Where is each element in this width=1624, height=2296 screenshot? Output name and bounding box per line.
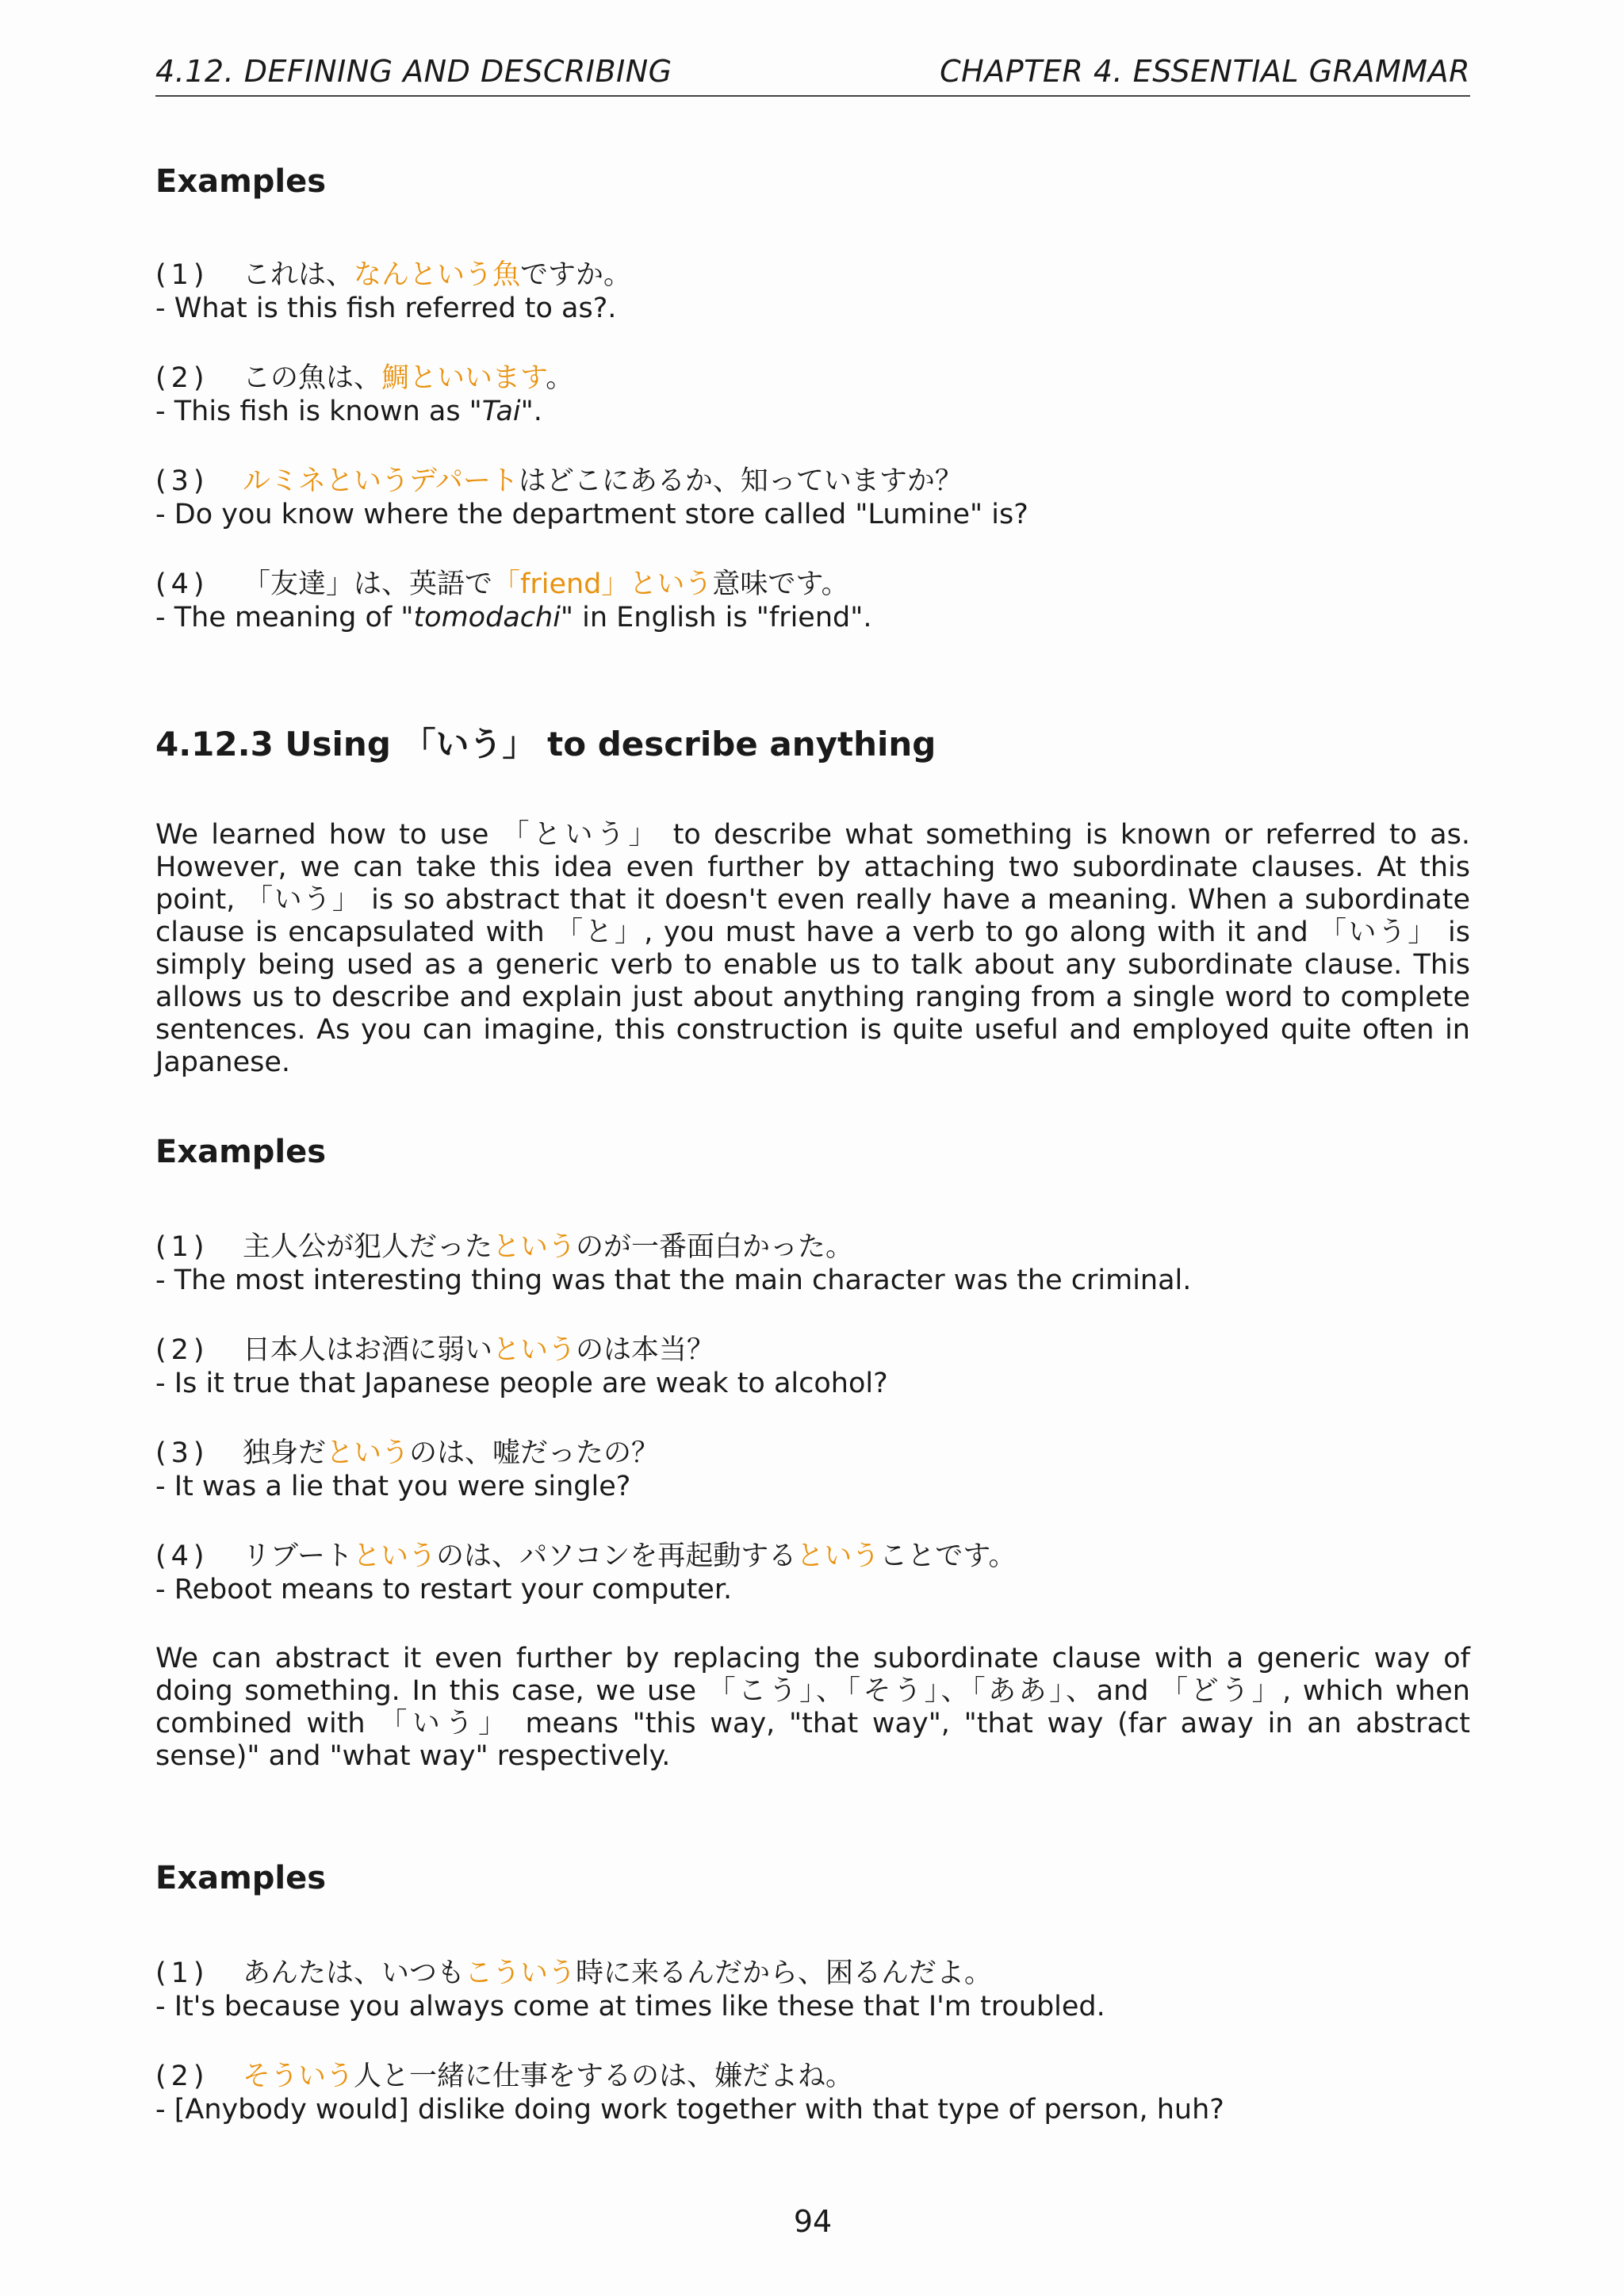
jp-text: のが一番面白かった。 [576, 1231, 854, 1263]
jp-text: 時に来るんだから、困るんだよ。 [576, 1957, 993, 1989]
example-number: (4) [155, 1540, 209, 1572]
jp-text: ことです。 [879, 1540, 1017, 1572]
example-item [155, 258, 1470, 325]
examples-heading: Examples [155, 163, 327, 200]
example-number: (2) [155, 362, 209, 394]
example-item [155, 2060, 1470, 2126]
jp-highlight: という [352, 1540, 436, 1572]
jp-text: のは、パソコンを再起動する [435, 1540, 797, 1572]
english-translation: - It was a lie that you were single? [155, 1471, 631, 1502]
english-translation: - What is this fish referred to as?. [155, 293, 617, 324]
jp-text: この魚は、 [243, 362, 382, 394]
jp-text: これは、 [243, 259, 354, 291]
jp-text: 意味です。 [712, 568, 849, 600]
example-item [155, 1230, 1470, 1297]
jp-text: 日本人はお酒に弱い [243, 1334, 493, 1366]
header-chapter-title: CHAPTER 4. ESSENTIAL GRAMMAR [940, 54, 1470, 89]
en-text: ". [520, 396, 542, 427]
examples-heading: Examples [155, 1134, 327, 1170]
example-item [155, 362, 1470, 428]
header-section-title: 4.12. DEFINING AND DESCRIBING [155, 54, 672, 89]
example-number: (1) [155, 1231, 209, 1263]
jp-highlight: そういう [243, 2061, 354, 2092]
example-item [155, 1437, 1470, 1503]
jp-text: 「友達」は、英語で [243, 568, 493, 600]
english-translation [155, 601, 1470, 634]
jp-text: 人と一緒に仕事をするのは、嫌だよね。 [354, 2061, 854, 2092]
jp-text: のは本当？ [576, 1334, 715, 1366]
jp-highlight: という [326, 1437, 410, 1469]
english-translation: - Do you know where the department store called "Lumine" is? [155, 499, 1028, 530]
example-number: (3) [155, 465, 209, 497]
section-paragraph: We learned how to use 「という」 to describe what something is known or referred to as. However, we can take this idea even further by attaching two subordinate clauses. At this point, 「いう」 is so abstract that it doesn't even really have a meaning. When a subordinate clause is encapsulated with 「と」, you must have a verb to go along with it and 「いう」 is simply being used as a generic verb to enable us to talk about any subordinate clause. This allows us to describe and explain just about anything ranging from a single word to complete sentences. As you can imagine, this construction is quite useful and employed quite often in Japanese. [155, 819, 1470, 1078]
jp-highlight: こういう [465, 1957, 576, 1989]
jp-highlight: なんという魚 [354, 259, 521, 291]
example-number: (3) [155, 1437, 209, 1469]
jp-highlight: ルミネというデパート [243, 465, 519, 497]
example-number: (1) [155, 1957, 209, 1989]
jp-text: 独身だ [243, 1437, 327, 1469]
jp-text: リブート [243, 1540, 353, 1572]
english-translation: - The most interesting thing was that the main character was the criminal. [155, 1265, 1192, 1296]
jp-text: 主人公が犯人だった [243, 1231, 493, 1263]
english-translation: - Is it true that Japanese people are weak to alcohol? [155, 1368, 888, 1399]
example-number: (2) [155, 2061, 209, 2092]
english-translation: - [Anybody would] dislike doing work together with that type of person, huh? [155, 2094, 1224, 2126]
example-item [155, 1957, 1470, 2023]
examples-heading: Examples [155, 1860, 327, 1896]
jp-highlight: という [796, 1540, 880, 1572]
en-italic: tomodachi [413, 602, 561, 633]
jp-highlight: 「friend」という [492, 568, 713, 600]
en-text: - This fish is known as " [155, 396, 482, 427]
jp-highlight: という [492, 1231, 576, 1263]
example-number: (1) [155, 259, 209, 291]
jp-highlight: 鯛といいます [381, 362, 546, 394]
english-translation: - It's because you always come at times like these that I'm troubled. [155, 1991, 1105, 2022]
jp-highlight: という [492, 1334, 576, 1366]
en-text: - The meaning of " [155, 602, 414, 633]
example-item [155, 465, 1470, 531]
en-italic: Tai [481, 396, 521, 427]
en-text: " in English is "friend". [560, 602, 872, 633]
section-heading: 4.12.3 Using 「いう」 to describe anything [155, 725, 936, 763]
jp-text: 。 [546, 362, 574, 394]
page-number: 94 [793, 2204, 833, 2239]
jp-text: はどこにあるか、知っていますか？ [518, 465, 963, 497]
jp-text: のは、嘘だったの？ [409, 1437, 660, 1469]
example-number: (2) [155, 1334, 209, 1366]
example-item [155, 568, 1470, 634]
example-item [155, 1540, 1470, 1606]
jp-text: あんたは、いつも [243, 1957, 465, 1989]
running-header [155, 52, 1470, 97]
jp-text: ですか。 [520, 259, 632, 291]
example-number: (4) [155, 568, 209, 600]
example-item [155, 1334, 1470, 1400]
section-paragraph: We can abstract it even further by replacing the subordinate clause with a generic way of doing something. In this case, we use 「こう」、「そう」、「ああ」、and 「どう」, which when combined with 「いう」 means "this way, "that way", "that way (far away in an abstract sense)" and "what way" respectively. [155, 1643, 1470, 1772]
english-translation [155, 395, 1470, 428]
english-translation: - Reboot means to restart your computer. [155, 1574, 733, 1605]
